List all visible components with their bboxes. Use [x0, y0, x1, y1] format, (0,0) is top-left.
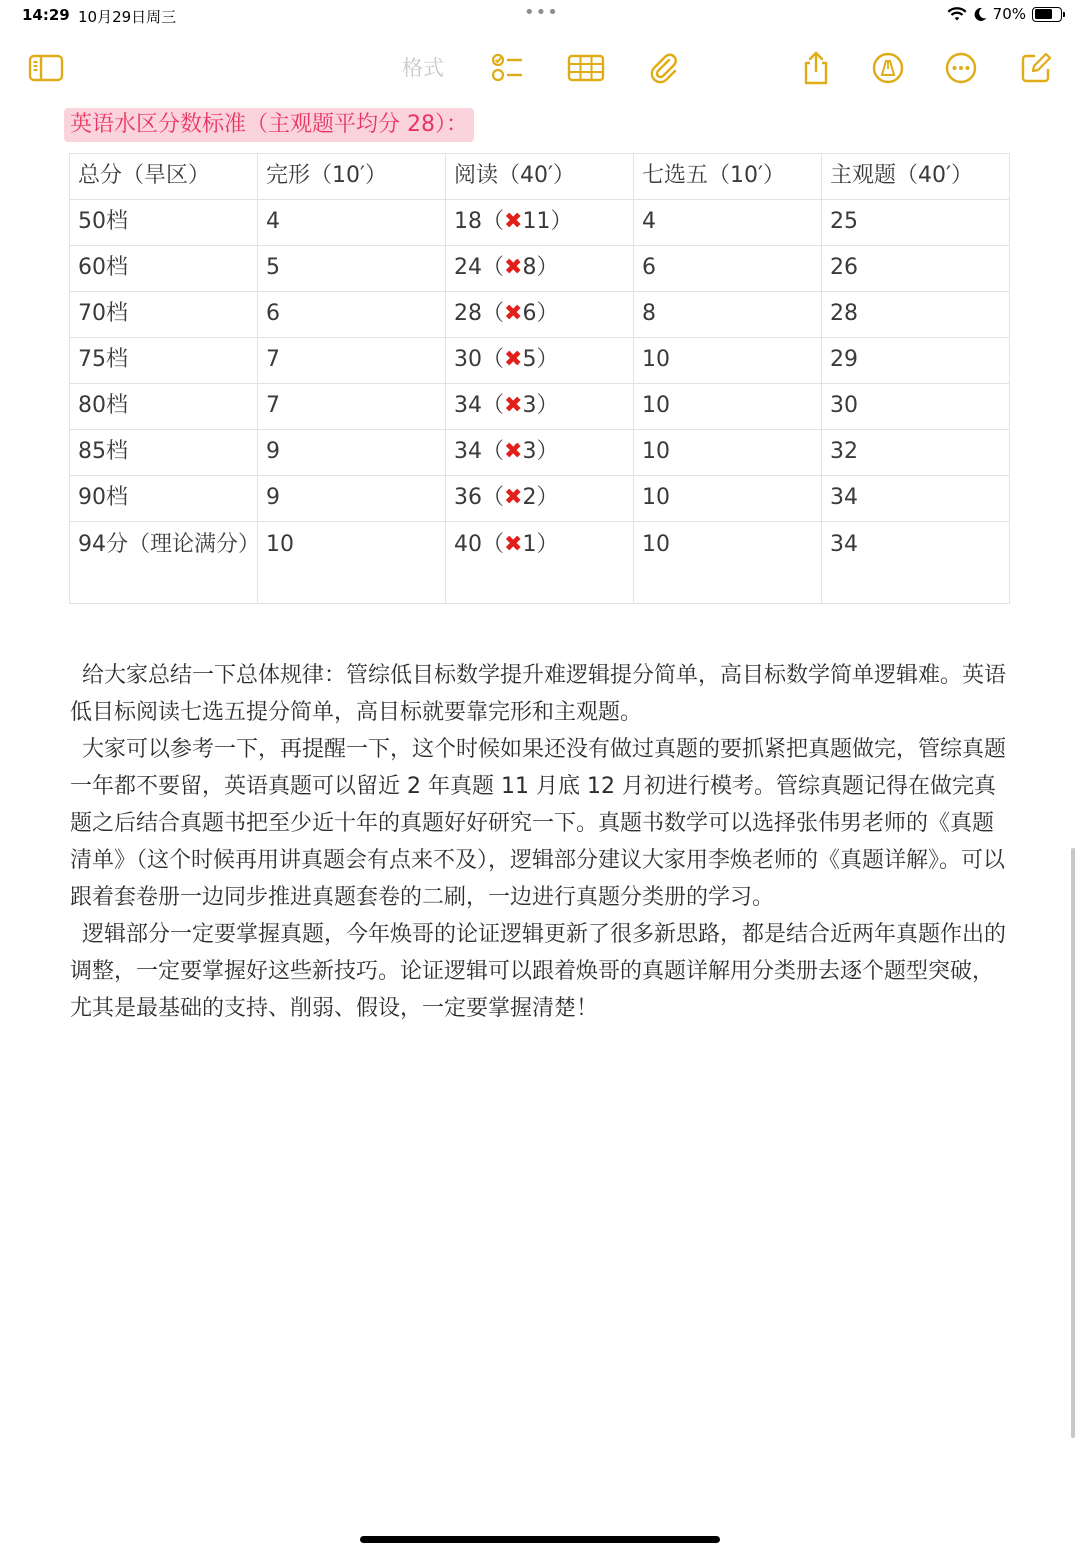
cell-seven: 4	[634, 200, 822, 246]
home-indicator[interactable]	[360, 1536, 720, 1543]
cell-subjective: 28	[822, 292, 1010, 338]
paragraph: 大家可以参考一下，再提醒一下，这个时候如果还没有做过真题的要抓紧把真题做完，管综真题一年都不要留，英语真题可以留近 2 年真题 11 月底 12 月初进行模考。管综真题记得在做完真题之后结合真题书把至少近十年的真题好好研究一下。真题书数学可以选择张伟男老师的《真题清单》（这个时候再用讲真题会有点来不及），逻辑部分建议大家用李焕老师的《真题详解》。可以跟着套卷册一边同步推进真题套卷的二刷，一边进行真题分类册的学习。	[70, 737, 1007, 910]
sidebar-icon	[28, 53, 64, 83]
status-bar	[0, 0, 1080, 34]
checklist-icon	[490, 52, 526, 84]
cell-total: 70档	[70, 292, 258, 338]
cross-mark-icon: ✖	[504, 209, 523, 234]
cell-subjective: 25	[822, 200, 1010, 246]
compose-icon	[1019, 51, 1053, 85]
attachment-button[interactable]	[644, 48, 684, 88]
format-button[interactable]: 格式	[402, 56, 444, 80]
reading-paren-close: ）	[536, 393, 559, 418]
cell-seven: 10	[634, 522, 822, 604]
reading-paren-open: （	[482, 347, 505, 372]
cross-mark-icon: ✖	[504, 532, 523, 557]
reading-paren-open: （	[482, 532, 505, 557]
reading-wrong-count: 8	[522, 255, 537, 280]
header-cell: 七选五（10′）	[634, 154, 822, 200]
cross-mark-icon: ✖	[504, 439, 523, 464]
cell-subjective: 32	[822, 430, 1010, 476]
markup-button[interactable]	[868, 48, 908, 88]
reading-paren-close: ）	[536, 485, 559, 510]
markup-icon	[871, 51, 905, 85]
cell-cloze: 4	[258, 200, 446, 246]
reading-wrong-count: 5	[522, 347, 537, 372]
cell-total: 90档	[70, 476, 258, 522]
header-cell: 完形（10′）	[258, 154, 446, 200]
cell-cloze: 9	[258, 476, 446, 522]
cell-reading	[446, 384, 634, 430]
cell-total: 50档	[70, 200, 258, 246]
table-row	[70, 246, 1010, 292]
battery-percent: 70%	[992, 5, 1026, 23]
reading-paren-open: （	[482, 439, 505, 464]
cross-mark-icon: ✖	[504, 255, 523, 280]
paragraph: 给大家总结一下总体规律：管综低目标数学提升难逻辑提分简单，高目标数学简单逻辑难。英语低目标阅读七选五提分简单，高目标就要靠完形和主观题。	[70, 663, 1007, 725]
reading-score: 24	[454, 255, 482, 280]
paragraph: 逻辑部分一定要掌握真题，今年焕哥的论证逻辑更新了很多新思路，都是结合近两年真题作出的调整，一定要掌握好这些新技巧。论证逻辑可以跟着焕哥的真题详解用分类册去逐个题型突破，尤其是最基础的支持、削弱、假设，一定要掌握清楚！	[70, 922, 1007, 1021]
cell-seven: 10	[634, 476, 822, 522]
table-row	[70, 292, 1010, 338]
moon-icon	[973, 7, 987, 22]
header-cell: 阅读（40′）	[446, 154, 634, 200]
reading-paren-open: （	[482, 255, 505, 280]
cell-reading	[446, 246, 634, 292]
cross-mark-icon: ✖	[504, 301, 523, 326]
status-time: 14:29	[22, 6, 70, 24]
battery-fill	[1035, 9, 1053, 19]
cell-seven: 8	[634, 292, 822, 338]
status-right	[947, 5, 1062, 23]
sidebar-toggle-button[interactable]	[26, 48, 66, 88]
reading-paren-open: （	[482, 393, 505, 418]
reading-wrong-count: 1	[522, 532, 537, 557]
table-row	[70, 430, 1010, 476]
cell-seven: 6	[634, 246, 822, 292]
status-date: 10月29日周三	[78, 8, 177, 26]
cell-subjective: 34	[822, 476, 1010, 522]
share-button[interactable]	[796, 48, 836, 88]
reading-score: 40	[454, 532, 482, 557]
cell-total: 85档	[70, 430, 258, 476]
cell-reading	[446, 338, 634, 384]
header-cell: 主观题（40′）	[822, 154, 1010, 200]
cell-subjective: 34	[822, 522, 1010, 604]
cell-total: 94分（理论满分）	[70, 522, 258, 604]
reading-paren-close: ）	[550, 209, 573, 234]
reading-score: 34	[454, 439, 482, 464]
more-button[interactable]	[941, 48, 981, 88]
battery-icon	[1032, 7, 1062, 22]
reading-score: 28	[454, 301, 482, 326]
table-row	[70, 522, 1010, 604]
cell-cloze: 7	[258, 384, 446, 430]
cell-subjective: 26	[822, 246, 1010, 292]
cell-total: 60档	[70, 246, 258, 292]
table-row	[70, 338, 1010, 384]
scrollbar[interactable]	[1071, 848, 1075, 1438]
cell-total: 80档	[70, 384, 258, 430]
share-icon	[800, 50, 832, 86]
cell-reading	[446, 200, 634, 246]
cell-reading	[446, 292, 634, 338]
cell-seven: 10	[634, 384, 822, 430]
table-row	[70, 476, 1010, 522]
header-cell: 总分（旱区）	[70, 154, 258, 200]
reading-paren-open: （	[482, 301, 505, 326]
cell-cloze: 6	[258, 292, 446, 338]
reading-paren-open: （	[482, 485, 505, 510]
note-body	[70, 657, 1010, 1027]
table-header-row	[70, 154, 1010, 200]
cell-cloze: 9	[258, 430, 446, 476]
wifi-icon	[947, 7, 967, 22]
reading-wrong-count: 3	[522, 393, 537, 418]
reading-score: 30	[454, 347, 482, 372]
table-button[interactable]	[566, 48, 606, 88]
cell-total: 75档	[70, 338, 258, 384]
reading-wrong-count: 6	[522, 301, 537, 326]
reading-score: 34	[454, 393, 482, 418]
cell-cloze: 10	[258, 522, 446, 604]
cell-reading	[446, 430, 634, 476]
table-body	[70, 154, 1010, 604]
reading-paren-close: ）	[536, 439, 559, 464]
cross-mark-icon: ✖	[504, 393, 523, 418]
cell-cloze: 7	[258, 338, 446, 384]
reading-paren-open: （	[482, 209, 505, 234]
cell-cloze: 5	[258, 246, 446, 292]
reading-score: 18	[454, 209, 482, 234]
multitasking-dots[interactable]: •••	[524, 2, 559, 23]
reading-wrong-count: 3	[522, 439, 537, 464]
more-icon	[944, 51, 978, 85]
cross-mark-icon: ✖	[504, 347, 523, 372]
highlight-title: 英语水区分数标准（主观题平均分 28）：	[64, 108, 474, 142]
table-row	[70, 200, 1010, 246]
paperclip-icon	[647, 51, 681, 85]
table-icon	[567, 53, 605, 83]
cross-mark-icon: ✖	[504, 485, 523, 510]
reading-paren-close: ）	[536, 255, 559, 280]
cell-seven: 10	[634, 430, 822, 476]
score-table	[69, 153, 1010, 604]
reading-paren-close: ）	[536, 301, 559, 326]
cell-reading	[446, 476, 634, 522]
compose-button[interactable]	[1016, 48, 1056, 88]
cell-seven: 10	[634, 338, 822, 384]
reading-paren-close: ）	[536, 532, 559, 557]
reading-score: 36	[454, 485, 482, 510]
checklist-button[interactable]	[488, 48, 528, 88]
reading-paren-close: ）	[536, 347, 559, 372]
reading-wrong-count: 2	[522, 485, 537, 510]
cell-subjective: 29	[822, 338, 1010, 384]
cell-subjective: 30	[822, 384, 1010, 430]
cell-reading	[446, 522, 634, 604]
table-row	[70, 384, 1010, 430]
reading-wrong-count: 11	[522, 209, 551, 234]
toolbar	[0, 40, 1080, 92]
